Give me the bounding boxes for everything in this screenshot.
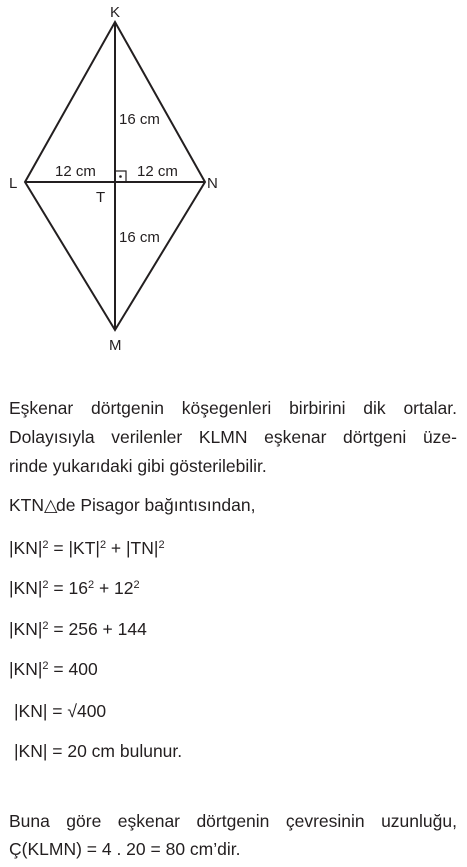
vertex-k-label: K: [110, 4, 121, 21]
eq-term: |KN|: [9, 659, 43, 679]
word: birbirini: [289, 398, 346, 418]
paragraph-2-text: de Pisagor bağıntısından,: [56, 495, 256, 515]
eq-term: + 12: [94, 578, 134, 598]
eq-term: = 400: [48, 659, 98, 679]
word: uzunluğu,: [381, 811, 457, 831]
exponent: 2: [42, 539, 49, 551]
sqrt-symbol: √: [67, 701, 77, 721]
word: göre: [66, 811, 102, 831]
paragraph-1-line-3: rinde yukarıdaki gibi gösterilebilir.: [9, 456, 267, 476]
triangle-symbol: △: [44, 495, 58, 515]
word: dörtgeni: [343, 427, 407, 447]
point-t-label: T: [96, 189, 106, 206]
word: eşkenar: [117, 811, 181, 831]
segment-tn-label: 12 cm: [137, 163, 178, 180]
paragraph-1-line-2: [9, 426, 457, 448]
eq-term: = |KT|: [48, 538, 100, 558]
word: Dolayısıyla: [9, 427, 95, 447]
exponent: 2: [42, 620, 49, 632]
exponent: 2: [87, 579, 95, 591]
rhombus-figure: [0, 0, 467, 360]
segment-kt-label: 16 cm: [119, 111, 160, 128]
word: verilenler: [111, 427, 183, 447]
exponent: 2: [158, 539, 165, 551]
word: eşkenar: [264, 427, 327, 447]
eq-term: = 16: [48, 578, 88, 598]
word: köşegenleri: [181, 398, 272, 418]
equation-3: [9, 618, 147, 640]
word: Buna: [9, 811, 50, 831]
eq-term: |KN|: [9, 538, 43, 558]
segment-lt-label: 12 cm: [55, 163, 96, 180]
exponent: 2: [133, 579, 140, 591]
equation-6: |KN| = 20 cm bulunur.: [14, 741, 183, 761]
word: KLMN: [198, 427, 248, 447]
eq-term: |KN|: [9, 619, 43, 639]
word: ortalar.: [403, 398, 457, 418]
vertex-l-label: L: [9, 175, 18, 192]
eq-term: |KN|: [9, 578, 43, 598]
exponent: 2: [42, 660, 49, 672]
vertex-n-label: N: [207, 175, 218, 192]
paragraph-3-line-1: [9, 810, 457, 832]
word: Eşkenar: [9, 398, 74, 418]
exponent: 2: [42, 579, 49, 591]
word: dörtgenin: [196, 811, 270, 831]
equation-4: [9, 658, 98, 680]
eq-term: = 256 + 144: [48, 619, 147, 639]
radicand: 400: [76, 701, 107, 721]
segment-tm-label: 16 cm: [119, 229, 160, 246]
word: üze-: [422, 427, 457, 447]
paragraph-1-line-1: [9, 397, 457, 419]
equation-1: [9, 537, 165, 559]
triangle-name: KTN: [9, 495, 44, 515]
word: çevresinin: [285, 811, 365, 831]
vertex-m-label: M: [109, 337, 122, 354]
exponent: 2: [99, 539, 107, 551]
right-angle-dot: [119, 175, 122, 178]
word: dik: [363, 398, 386, 418]
eq-term: + |TN|: [106, 538, 159, 558]
paragraph-3-line-2: Ç(KLMN) = 4 . 20 = 80 cm’dir.: [9, 839, 241, 859]
word: dörtgenin: [91, 398, 164, 418]
equation-5: [14, 700, 106, 722]
equation-2: [9, 577, 140, 599]
paragraph-2: [9, 494, 255, 516]
eq-term: |KN| =: [14, 701, 68, 721]
